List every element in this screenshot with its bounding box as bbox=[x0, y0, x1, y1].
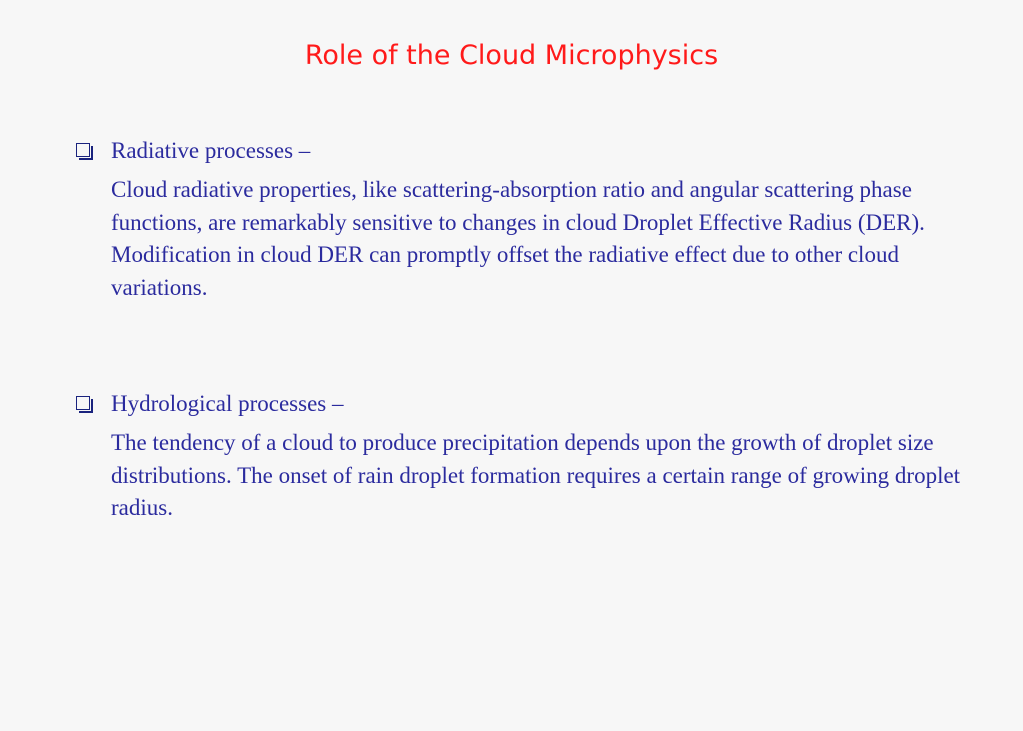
bullet-body: The tendency of a cloud to produce precipitation depends upon the growth of droplet size distributions. The onset of rain droplet formation requires a certain range of growing droplet radius. bbox=[111, 430, 961, 520]
bullet-heading: Radiative processes – bbox=[111, 138, 311, 163]
hollow-square-bullet-icon bbox=[76, 396, 90, 410]
bullet-heading: Hydrological processes – bbox=[111, 391, 344, 416]
bullet-body: Cloud radiative properties, like scattering-absorption ratio and angular scattering phase functions, are remarkably sensitive to changes in cloud Droplet Effective Radius (DER). Modification in cloud DER can promptly offset the radiative effect due to other cloud variations. bbox=[111, 177, 925, 300]
hollow-square-bullet-icon bbox=[76, 143, 90, 157]
slide-title: Role of the Cloud Microphysics bbox=[304, 40, 719, 71]
